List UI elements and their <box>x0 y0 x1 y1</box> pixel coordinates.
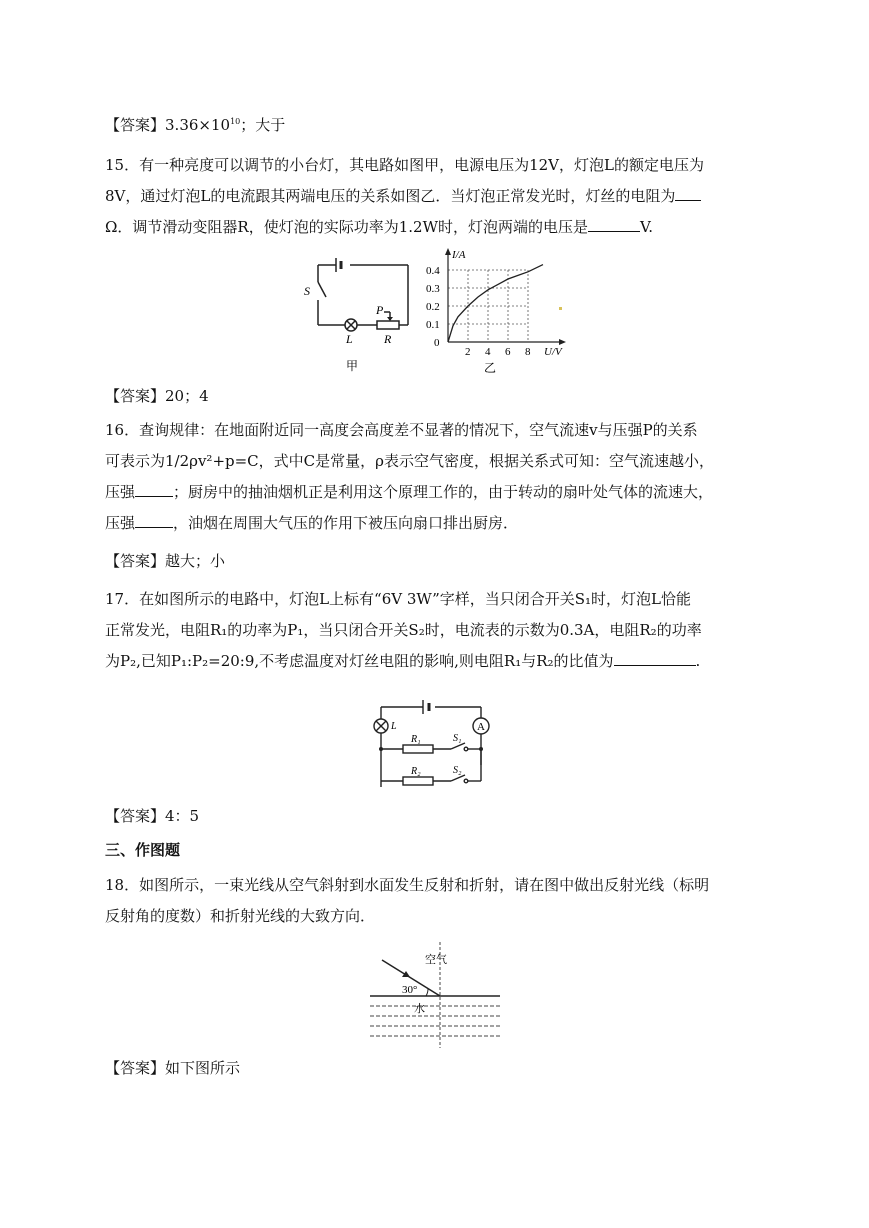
label-s1: S₁ <box>453 733 462 744</box>
q18-line2: 反射角的度数）和折射光线的大致方向． <box>105 907 376 925</box>
q16-line3-tail: ；厨房中的抽油烟机正是利用这个原理工作的，由于转动的扇叶处气体的流速大， <box>173 483 714 501</box>
label-s: S <box>304 284 310 298</box>
fig17-circuit <box>365 695 505 795</box>
answer-18 <box>105 1058 240 1078</box>
answer-exponent: 10 <box>230 117 241 126</box>
label-angle: 30° <box>402 984 418 996</box>
x-axis-label: U/V <box>544 346 562 358</box>
label-p: P <box>376 303 384 317</box>
x-tick-label: 2 <box>465 346 471 358</box>
q16-line3 <box>105 482 713 502</box>
answer-text: 越大；小 <box>165 552 226 570</box>
answer-15 <box>105 386 209 406</box>
answer-tag: 【答案】 <box>105 387 166 405</box>
answer-text: 20；4 <box>165 387 209 405</box>
answer-text: 4：5 <box>165 807 200 825</box>
caption-yi: 乙 <box>484 361 497 375</box>
section-heading: 三、作图题 <box>105 841 181 859</box>
q15-line1: 15．有一种亮度可以调节的小台灯，其电路如图甲，电源电压为12V，灯泡L的额定电压为 <box>105 156 704 174</box>
x-tick-label: 8 <box>525 346 531 358</box>
answer-text: 如下图所示 <box>165 1059 241 1077</box>
label-water: 水 <box>414 1003 425 1015</box>
q16-blank2[interactable] <box>135 513 173 528</box>
answer-tag: 【答案】 <box>105 116 166 134</box>
q17-line2: 正常发光，电阻R₁的功率为P₁，当只闭合开关S₂时，电流表的示数为0.3A，电阻R₂的功率 <box>105 621 702 639</box>
answer-17 <box>105 806 199 826</box>
q16-line3-text: 压强 <box>105 483 136 501</box>
label-r1: R₁ <box>411 734 421 745</box>
q16-line1: 16．查询规律：在地面附近同一高度会高度差不显著的情况下，空气流速v与压强P的关系 <box>105 421 698 439</box>
label-r2: R₂ <box>411 766 421 777</box>
q15-line3-text: Ω．调节滑动变阻器R，使灯泡的实际功率为1.2W时，灯泡两端的电压是 <box>105 218 589 236</box>
y-axis-label: I/A <box>452 249 466 261</box>
q15-line2-text: 8V，通过灯泡L的电流跟其两端电压的关系如图乙．当灯泡正常发光时，灯丝的电阻为 <box>105 187 676 205</box>
answer-tag: 【答案】 <box>105 807 166 825</box>
q17-blank[interactable] <box>614 651 696 666</box>
x-axis-arrow <box>559 339 566 345</box>
stray-dot <box>559 307 562 310</box>
q15-line3 <box>105 217 653 237</box>
q17-line3-tail: . <box>695 652 701 670</box>
fig15-iu-chart <box>420 245 570 380</box>
label-l: L <box>391 721 397 732</box>
q16-line4-text: 压强 <box>105 514 136 532</box>
q17-line3-text: 为P₂,已知P₁:P₂=20:9,不考虑温度对灯丝电阻的影响,则电阻R₁与R₂的比值为 <box>105 652 614 670</box>
origin-label: 0 <box>434 337 440 349</box>
y-tick-label: 0.2 <box>426 301 440 313</box>
q17-line1: 17．在如图所示的电路中，灯泡L上标有“6V 3W”字样，当只闭合开关S₁时，灯泡L恰能 <box>105 590 692 608</box>
q16-line2: 可表示为1/2ρv²+p=C，式中C是常量，ρ表示空气密度，根据关系式可知：空气流速越小， <box>105 452 714 470</box>
q15-line2 <box>105 186 701 206</box>
water-lines <box>370 1006 500 1036</box>
answer-tag: 【答案】 <box>105 1059 166 1077</box>
label-l: L <box>346 332 353 346</box>
y-tick-label: 0.3 <box>426 283 440 295</box>
q18-line1: 18．如图所示，一束光线从空气斜射到水面发生反射和折射，请在图中做出反射光线（标明 <box>105 876 710 894</box>
iu-curve <box>448 265 543 342</box>
q15-blank1[interactable] <box>675 186 701 201</box>
q15-line3-tail: V. <box>640 218 653 236</box>
q16-line4 <box>105 513 518 533</box>
label-air: 空气 <box>425 954 447 966</box>
label-s2: S₂ <box>453 765 462 776</box>
x-tick-label: 6 <box>505 346 511 358</box>
y-axis-arrow <box>445 248 451 255</box>
angle-arc <box>426 989 428 996</box>
caption-jia: 甲 <box>346 359 359 373</box>
y-tick-label: 0.1 <box>426 319 440 331</box>
y-tick-label: 0.4 <box>426 265 440 277</box>
fig18-refraction <box>370 938 500 1050</box>
answer-tail: ；大于 <box>240 116 286 134</box>
q16-blank1[interactable] <box>135 482 173 497</box>
answer-tag: 【答案】 <box>105 552 166 570</box>
answer-text: 3.36×10 <box>165 116 231 134</box>
chart-grid <box>448 270 528 342</box>
ammeter-label: A <box>477 721 485 733</box>
answer-14 <box>105 112 285 135</box>
q15-blank2[interactable] <box>588 217 640 232</box>
answer-16 <box>105 551 225 571</box>
fig15-circuit <box>300 250 420 380</box>
q16-line4-tail: ，油烟在周围大气压的作用下被压向扇口排出厨房． <box>173 514 519 532</box>
label-r: R <box>384 332 392 346</box>
x-tick-label: 4 <box>485 346 491 358</box>
q17-line3 <box>105 651 700 671</box>
